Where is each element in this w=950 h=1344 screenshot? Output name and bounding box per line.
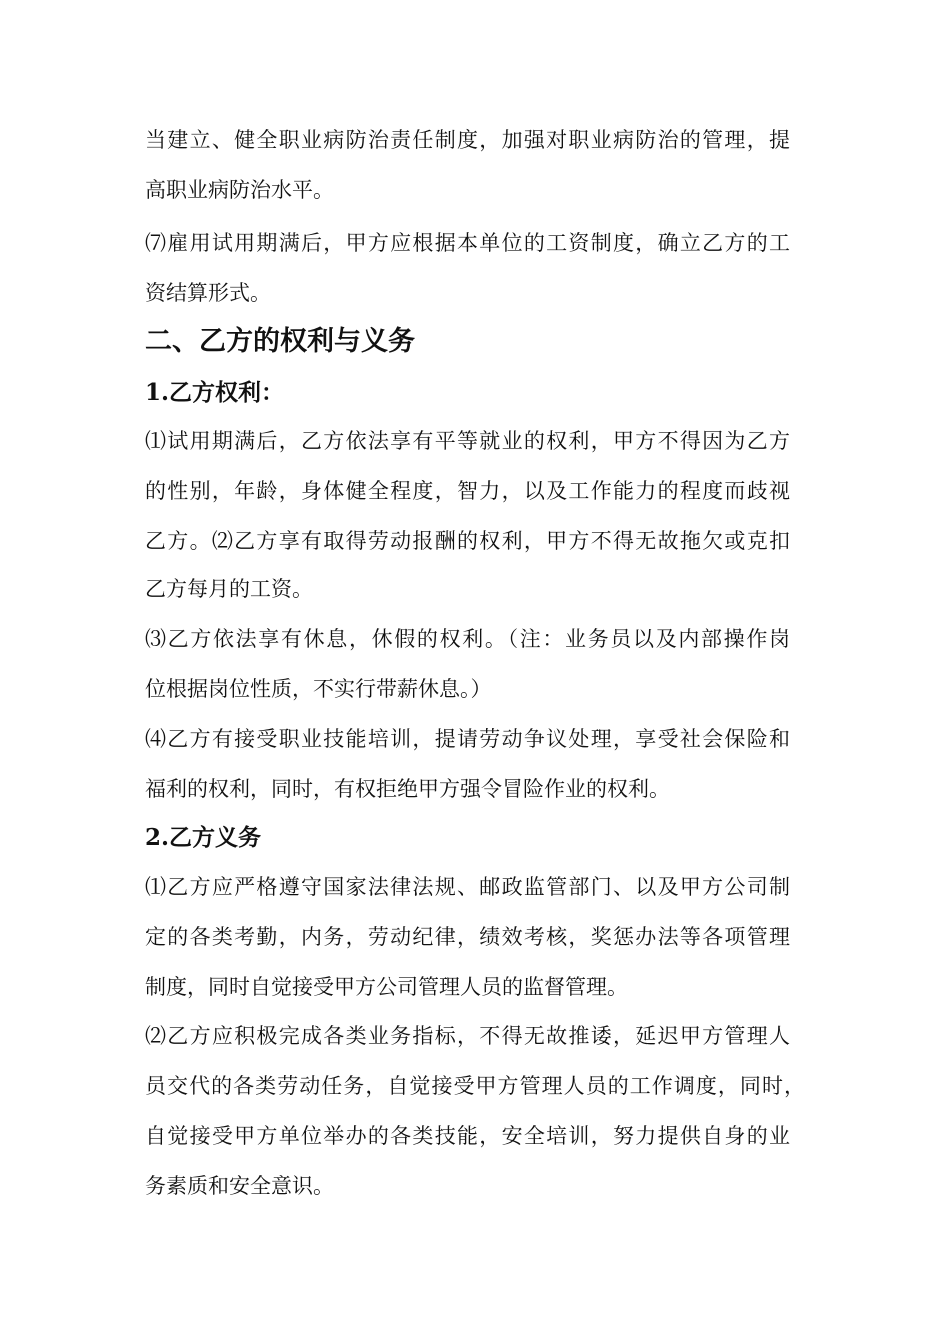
paragraph-line: 资结算形式。 [145, 281, 271, 305]
paragraph-line: 的性别，年龄，身体健全程度，智力，以及工作能力的程度而歧视 [145, 479, 790, 503]
paragraph-line: 乙方每月的工资。 [145, 577, 313, 601]
duties-heading: 2.乙方义务 [145, 824, 262, 851]
paragraph-line: ⑴乙方应严格遵守国家法律法规、邮政监管部门、以及甲方公司制 [145, 875, 790, 899]
paragraph-line: 当建立、健全职业病防治责任制度，加强对职业病防治的管理，提 [145, 128, 790, 152]
paragraph-line: 福利的权利，同时，有权拒绝甲方强令冒险作业的权利。 [145, 777, 670, 801]
paragraph-line: 制度，同时自觉接受甲方公司管理人员的监督管理。 [145, 975, 628, 999]
paragraph-line: 务素质和安全意识。 [145, 1174, 334, 1198]
paragraph-line: 乙方。⑵乙方享有取得劳动报酬的权利，甲方不得无故拖欠或克扣 [145, 529, 790, 553]
section-title: 二、乙方的权利与义务 [145, 326, 415, 357]
paragraph-line: 高职业病防治水平。 [145, 178, 334, 202]
paragraph-line: 员交代的各类劳动任务，自觉接受甲方管理人员的工作调度，同时， [145, 1074, 805, 1098]
paragraph-line: ⑺雇用试用期满后，甲方应根据本单位的工资制度，确立乙方的工 [145, 231, 790, 255]
paragraph-line: ⑵乙方应积极完成各类业务指标，不得无故推诿，延迟甲方管理人 [145, 1024, 790, 1048]
paragraph-line: 位根据岗位性质，不实行带薪休息。） [145, 677, 492, 701]
paragraph-line: 定的各类考勤，内务，劳动纪律，绩效考核，奖惩办法等各项管理 [145, 925, 790, 949]
paragraph-line: ⑴试用期满后，乙方依法享有平等就业的权利，甲方不得因为乙方 [145, 429, 790, 453]
paragraph-line: ⑷乙方有接受职业技能培训，提请劳动争议处理，享受社会保险和 [145, 727, 790, 751]
rights-heading: 1.乙方权利： [145, 379, 285, 406]
paragraph-line: 自觉接受甲方单位举办的各类技能，安全培训，努力提供自身的业 [145, 1124, 790, 1148]
paragraph-line: ⑶乙方依法享有休息，休假的权利。（注：业务员以及内部操作岗 [145, 627, 790, 651]
